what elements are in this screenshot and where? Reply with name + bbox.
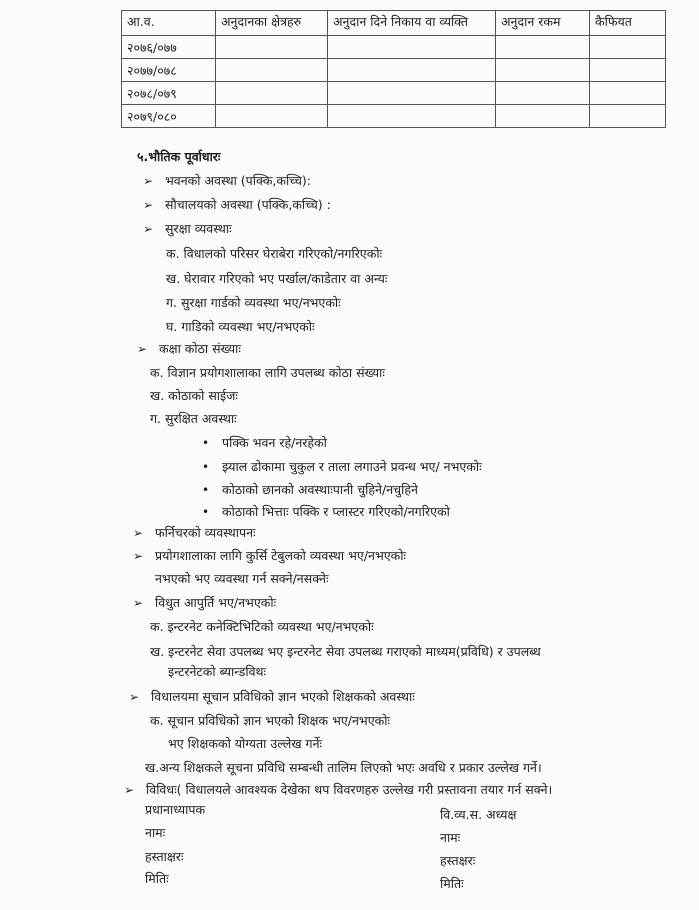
table-cell [328,82,496,105]
arrow-bullet-icon: ➢ [133,596,144,610]
bullet-item [202,503,450,520]
principal-title: प्रधानाध्यापक [145,802,206,817]
arrow-bullet-icon: ➢ [133,526,144,540]
table-cell [590,105,666,128]
table-row [122,105,666,128]
toilet-item [143,196,331,213]
electricity-item [133,594,276,611]
table-cell [590,36,666,59]
item-text: सुरक्षा व्यवस्थाः [165,221,232,236]
lab-chair-item [133,547,406,564]
table-row [122,82,666,105]
sub-item: क. इन्टरनेट कनेक्टिभिटिको व्यवस्था भए/नभएकोः [150,619,374,634]
item-text: झ्याल ढोकामा चुकुल र ताला लगाउने प्रवन्ध भए/ नभएकोः [222,459,482,474]
sub-item: ख.अन्य शिक्षकले सूचना प्रविधि सम्बन्धी तालिम लिएको भएः अवधि र प्रकार उल्लेख गर्ने। [145,760,542,775]
arrow-bullet-icon: ➢ [133,549,144,563]
table-row [122,36,666,59]
furniture-item [133,524,256,541]
sub-item: इन्टरनेटको ब्यान्डविथः [168,664,267,679]
table-header-cell: अनुदानका क्षेत्रहरु [216,11,328,36]
sub-item: ख. इन्टरनेट सेवा उपलब्ध भए इन्टरनेट सेवा उपलब्ध गराएको माध्यम(प्रविधि) र उपलब्ध [150,644,541,659]
table-cell [590,59,666,82]
bullet-icon: • [202,505,210,519]
sub-item: ग. सुरक्षा गार्डको व्यवस्था भए/नभएकोः [166,295,341,310]
table-cell [590,82,666,105]
sub-item: ग. सुरक्षित अवस्थाः [150,411,237,426]
smc-chair-title: वि.व्य.स. अध्यक्ष [440,807,517,822]
section-title: ५.भौतिक पूर्वाधारः [137,149,221,164]
item-text: कोठाको छानको अवस्थाःपानी चुहिने/नचुहिने [222,482,418,497]
fiscal-year-cell: २०७७/०७८ [122,59,216,82]
arrow-bullet-icon: ➢ [129,690,140,704]
table-cell [496,59,590,82]
item-text: विविधः( विधालयले आवश्यक देखेका थप विवरणहरु उल्लेख गरी प्रस्तावना तयार गर्न सक्ने। [146,782,553,797]
item-text: विधुत आपुर्ति भए/नभएकोः [155,595,277,610]
smc-chair-name-label: नामः [440,830,461,845]
bullet-icon: • [202,436,210,450]
arrow-bullet-icon: ➢ [124,783,135,797]
table-header-row [122,11,666,36]
table-cell [216,105,328,128]
principal-signature-label: हस्ताक्षरः [145,849,184,864]
table-cell [328,105,496,128]
principal-date-label: मितिः [145,871,169,886]
arrow-bullet-icon: ➢ [143,198,154,212]
item-text: फर्निचरको व्यवस्थापनः [155,525,256,540]
smc-chair-signature-label: हस्तक्षरः [440,853,476,868]
fiscal-year-cell: २०७८/०७९ [122,82,216,105]
sub-item: ख. घेरावार गरिएको भए पर्खाल/काडेतार वा अन्यः [166,271,388,286]
table-cell [328,59,496,82]
table-cell [328,36,496,59]
arrow-bullet-icon: ➢ [143,174,154,188]
table-cell [216,82,328,105]
arrow-bullet-icon: ➢ [143,222,154,236]
table-cell [496,105,590,128]
table-cell [216,36,328,59]
grant-table [121,10,666,128]
table-header-cell: अनुदान दिने निकाय वा व्यक्ति [328,11,496,36]
fiscal-year-cell: २०७९/०८० [122,105,216,128]
table-header-cell: आ.व. [122,11,216,36]
sub-item: ख. कोठाको साईजः [150,388,238,403]
bullet-item [202,458,482,475]
table-header-cell: कैफियत [590,11,666,36]
principal-name-label: नामः [145,825,166,840]
bullet-item [202,434,327,451]
bullet-icon: • [202,483,210,497]
item-text: सौचालयको अवस्था (पक्कि,कच्चि) : [165,197,331,212]
security-item [143,220,232,237]
item-text: विधालयमा सूचान प्रविधिको ज्ञान भएको शिक्षकको अवस्थाः [151,689,415,704]
item-text: कक्षा कोठा संख्याः [159,341,241,356]
arrow-bullet-icon: ➢ [137,342,148,356]
misc-item [124,781,552,798]
bullet-item [202,481,418,498]
sub-item: नभएको भए व्यवस्था गर्न सक्ने/नसक्नेः [155,571,329,586]
table-header-cell: अनुदान रकम [496,11,590,36]
sub-item: क. सूचान प्रविधिको ज्ञान भएको शिक्षक भए/नभएकोः [150,713,390,728]
item-text: प्रयोगशालाका लागि कुर्सि टेबुलको व्यवस्था भए/नभएकोः [155,548,407,563]
classroom-item [137,340,241,357]
bullet-icon: • [202,460,210,474]
item-text: भवनको अवस्था (पक्कि,कच्चि): [165,173,311,188]
sub-item: क. विज्ञान प्रयोगशालाका लागि उपलब्ध कोठा संख्याः [150,365,385,380]
fiscal-year-cell: २०७६/०७७ [122,36,216,59]
sub-item: क. विधालको परिसर घेराबेरा गरिएको/नगरिएकोः [166,246,383,261]
it-teacher-item [129,688,415,705]
sub-item: घ. गाडिको व्यवस्था भए/नभएकोः [166,319,315,334]
table-cell [496,82,590,105]
sub-item: भए शिक्षकको योग्यता उल्लेख गर्नेः [168,736,323,751]
table-row [122,59,666,82]
building-item [143,172,311,189]
item-text: पक्कि भवन रहे/नरहेको [222,435,327,450]
table-cell [216,59,328,82]
item-text: कोठाको भित्ताः पक्कि र प्लास्टर गरिएको/नगरिएको [222,504,450,519]
smc-chair-date-label: मितिः [440,876,464,891]
table-cell [496,36,590,59]
